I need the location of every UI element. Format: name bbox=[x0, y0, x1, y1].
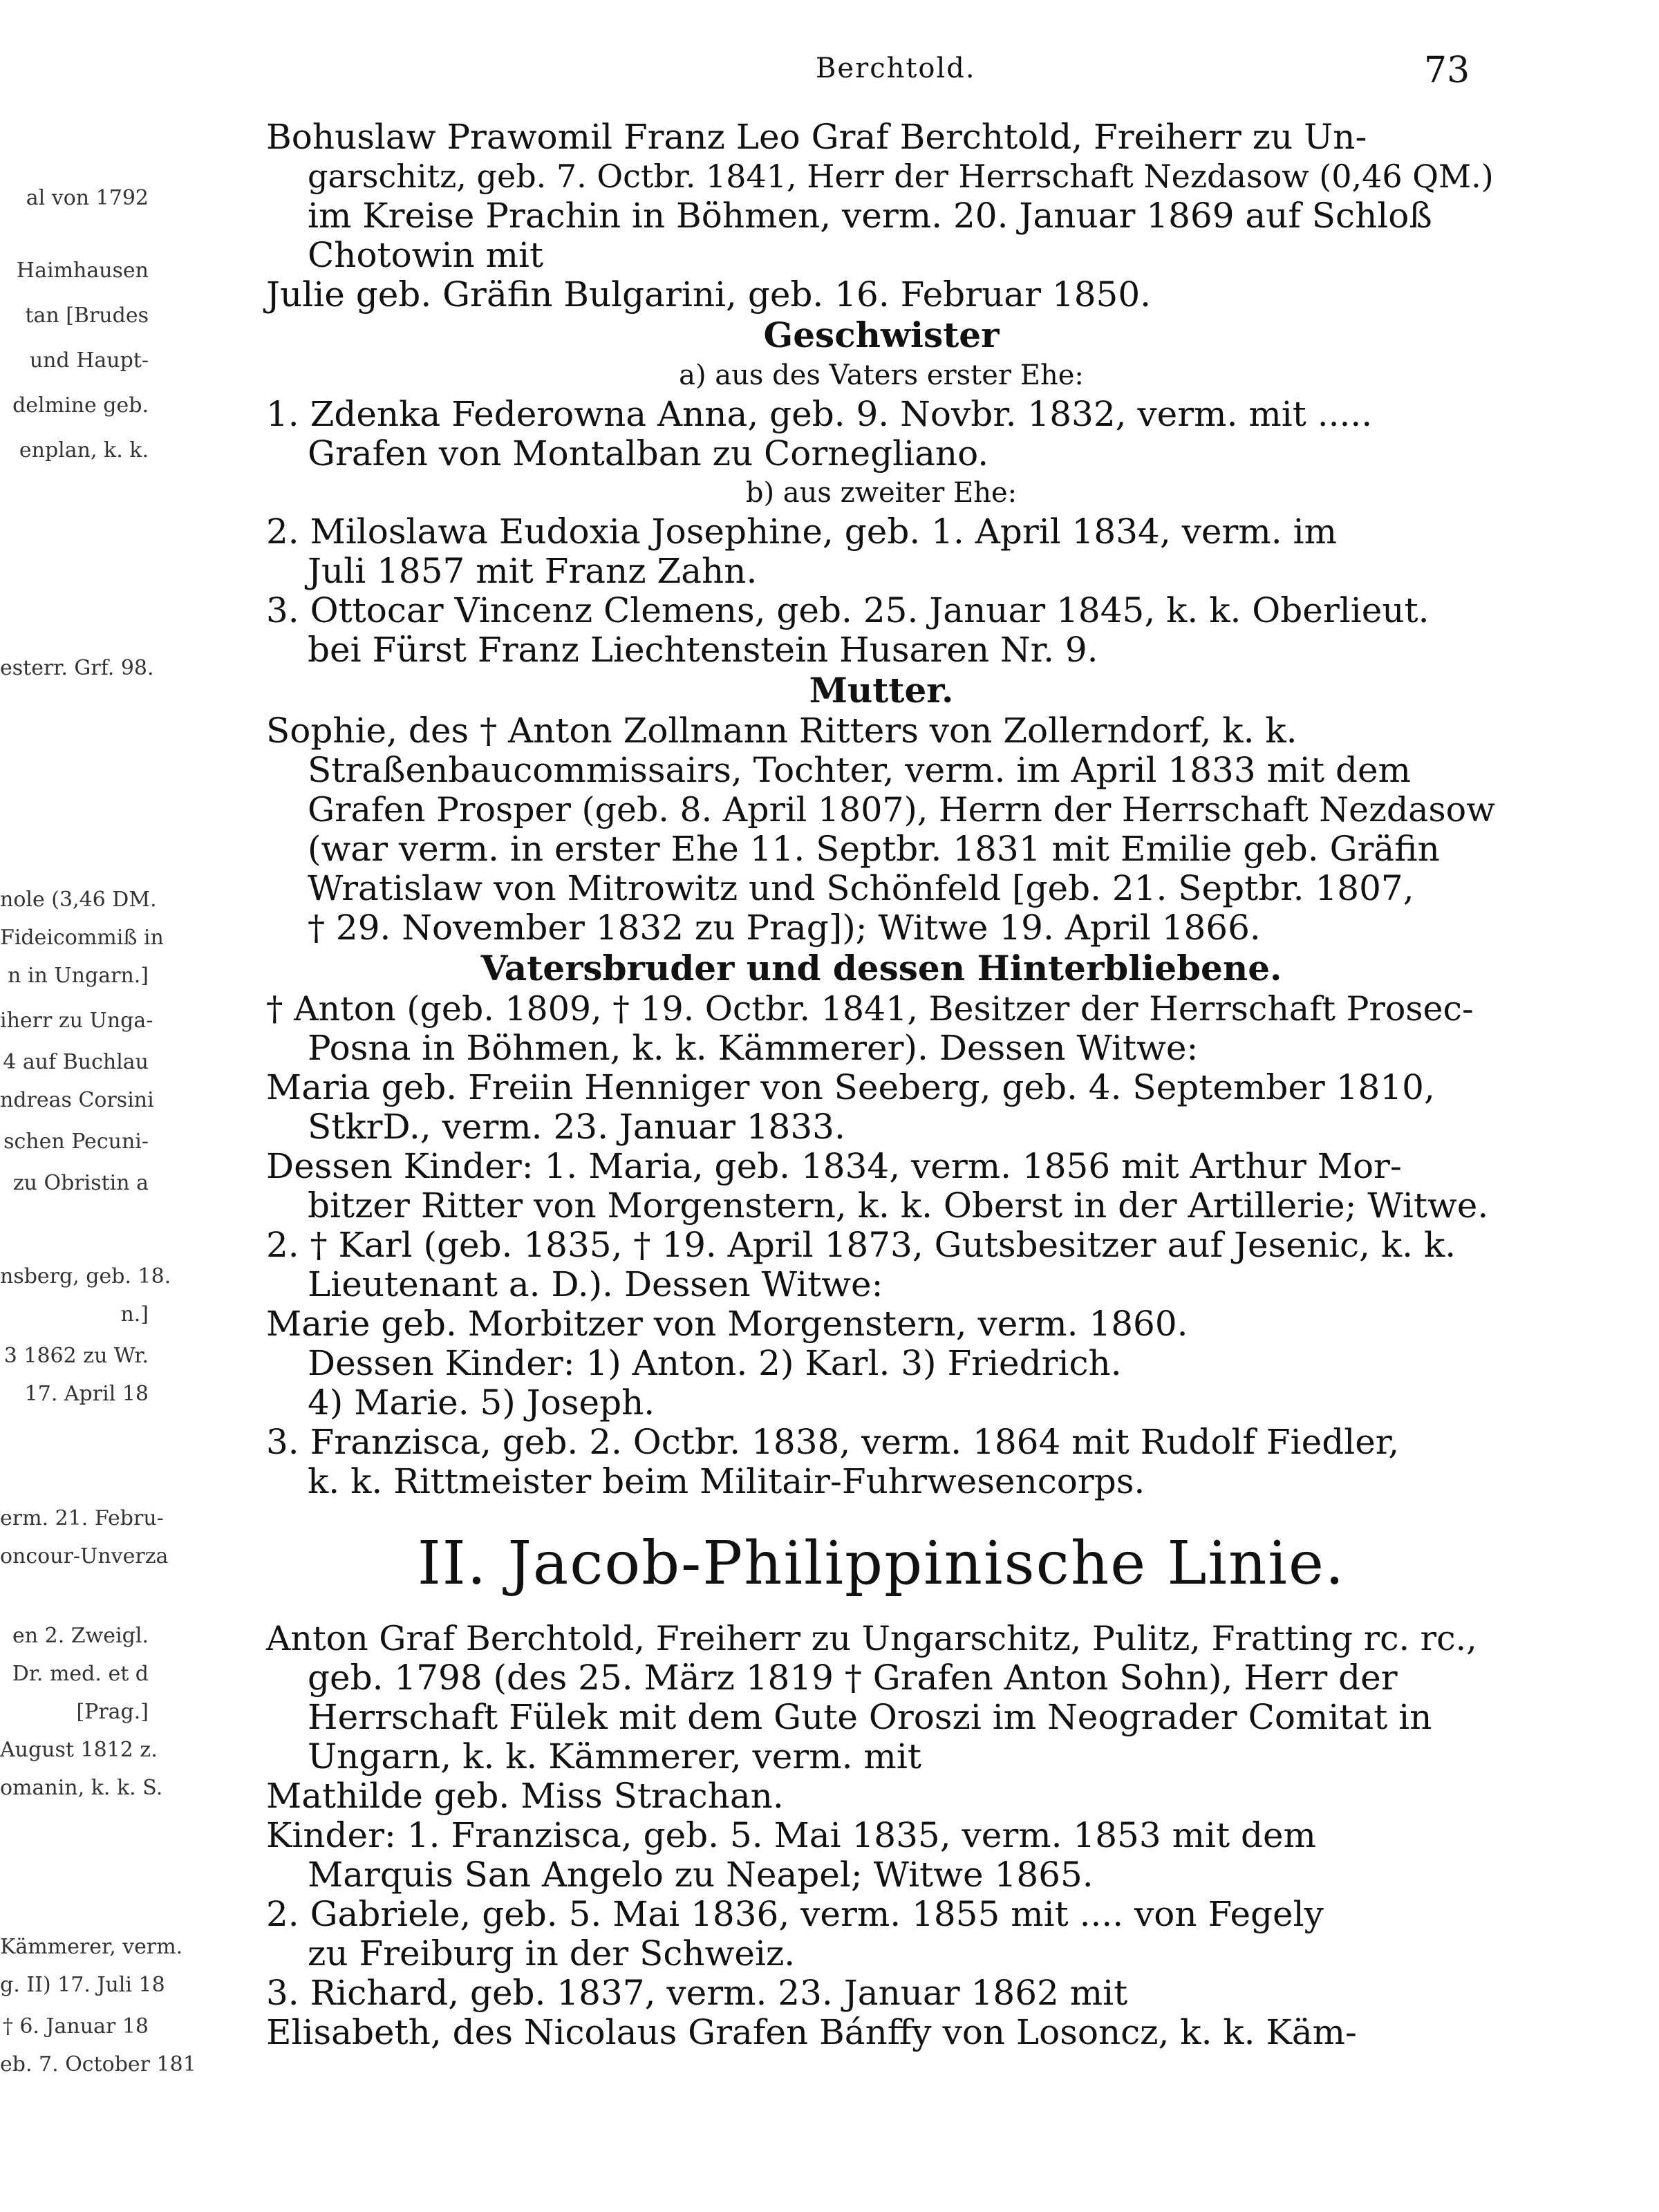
text-line: Kinder: 1. Franzisca, geb. 5. Mai 1835, verm. 1853 mit dem bbox=[266, 1815, 1316, 1855]
margin-fragment: zu Obristin a bbox=[12, 1171, 149, 1195]
text-line: (war verm. in erster Ehe 11. Septbr. 1831 mit Emilie geb. Gräfin bbox=[308, 829, 1440, 869]
text-line: 2. † Karl (geb. 1835, † 19. April 1873, Gutsbesitzer auf Jesenic, k. k. bbox=[266, 1225, 1456, 1265]
text-line: zu Freiburg in der Schweiz. bbox=[308, 1933, 796, 1974]
running-header: Berchtold. bbox=[816, 53, 976, 84]
text-line: 3. Richard, geb. 1837, verm. 23. Januar 1862 mit bbox=[266, 1973, 1128, 2013]
text-line: Marie geb. Morbitzer von Morgenstern, verm. 1860. bbox=[266, 1304, 1188, 1344]
section-heading: Geschwister bbox=[763, 315, 1000, 355]
text-line: Posna in Böhmen, k. k. Kämmerer). Dessen Witwe: bbox=[308, 1028, 1199, 1068]
margin-fragment: nole (3,46 DM. bbox=[0, 888, 157, 912]
margin-fragment: schen Pecuni- bbox=[3, 1130, 149, 1154]
text-line: bitzer Ritter von Morgenstern, k. k. Oberst in der Artillerie; Witwe. bbox=[308, 1185, 1489, 1226]
margin-fragment: 3 1862 zu Wr. bbox=[3, 1344, 149, 1368]
text-line: k. k. Rittmeister beim Militair-Fuhrwesencorps. bbox=[308, 1461, 1145, 1501]
text-line: 1. Zdenka Federowna Anna, geb. 9. Novbr. 1832, verm. mit ..... bbox=[266, 394, 1373, 434]
margin-fragment: [Prag.] bbox=[76, 1700, 149, 1724]
text-line: 2. Miloslawa Eudoxia Josephine, geb. 1. April 1834, verm. im bbox=[266, 512, 1337, 552]
section-heading: Vatersbruder und dessen Hinterbliebene. bbox=[480, 948, 1282, 988]
text-line: Lieutenant a. D.). Dessen Witwe: bbox=[308, 1264, 883, 1304]
text-line: 2. Gabriele, geb. 5. Mai 1836, verm. 1855 mit .... von Fegely bbox=[266, 1894, 1324, 1934]
margin-fragment: n in Ungarn.] bbox=[8, 964, 149, 988]
text-line: Herrschaft Fülek mit dem Gute Oroszi im Neograder Comitat in bbox=[308, 1697, 1432, 1737]
text-line: 4) Marie. 5) Joseph. bbox=[308, 1382, 655, 1423]
text-line: Mathilde geb. Miss Strachan. bbox=[266, 1776, 784, 1816]
margin-fragment: nsberg, geb. 18. bbox=[0, 1264, 171, 1288]
entry-block bbox=[266, 711, 1497, 948]
margin-fragment: en 2. Zweigl. bbox=[12, 1624, 149, 1648]
margin-fragment: und Haupt- bbox=[29, 348, 149, 373]
text-line: Elisabeth, des Nicolaus Grafen Bánffy von Losoncz, k. k. Käm- bbox=[266, 2012, 1357, 2052]
margin-fragment: al von 1792 bbox=[26, 186, 149, 210]
text-line: garschitz, geb. 7. Octbr. 1841, Herr der Herrschaft Nezdasow (0,46 QM.) bbox=[308, 158, 1494, 195]
margin-fragment: esterr. Grf. 98. bbox=[0, 656, 154, 680]
text-line: Marquis San Angelo zu Neapel; Witwe 1865. bbox=[308, 1855, 1094, 1895]
margin-fragment: tan [Brudes bbox=[25, 303, 149, 328]
margin-fragment: Dr. med. et d bbox=[12, 1662, 149, 1686]
text-line: Juli 1857 mit Franz Zahn. bbox=[308, 551, 758, 591]
text-line: bei Fürst Franz Liechtenstein Husaren Nr. 9. bbox=[308, 630, 1098, 670]
text-line: Straßenbaucommissairs, Tochter, verm. im April 1833 mit dem bbox=[308, 750, 1411, 790]
text-line: 3. Franzisca, geb. 2. Octbr. 1838, verm. 1864 mit Rudolf Fiedler, bbox=[266, 1422, 1400, 1462]
text-line: Grafen Prosper (geb. 8. April 1807), Herrn der Herrschaft Nezdasow bbox=[308, 790, 1496, 830]
margin-fragment: g. II) 17. Juli 18 bbox=[0, 1973, 165, 1997]
margin-fragment: eb. 7. October 181 bbox=[0, 2052, 196, 2077]
text-line: geb. 1798 (des 25. März 1819 † Grafen Anton Sohn), Herr der bbox=[308, 1658, 1398, 1698]
entry-block bbox=[266, 512, 1497, 670]
margin-fragment: † 6. Januar 18 bbox=[2, 2014, 149, 2038]
text-line: Dessen Kinder: 1. Maria, geb. 1834, verm. 1856 mit Arthur Mor- bbox=[266, 1146, 1402, 1186]
text-line: Dessen Kinder: 1) Anton. 2) Karl. 3) Friedrich. bbox=[308, 1343, 1122, 1383]
margin-fragment: ndreas Corsini bbox=[0, 1088, 154, 1112]
text-line: Ungarn, k. k. Kämmerer, verm. mit bbox=[308, 1736, 921, 1777]
section-heading: Mutter. bbox=[809, 670, 954, 711]
entry-block bbox=[266, 989, 1497, 1501]
text-line: Chotowin mit bbox=[308, 235, 544, 275]
text-line: Julie geb. Gräfin Bulgarini, geb. 16. Februar 1850. bbox=[266, 274, 1152, 315]
margin-fragment: Fideicommiß in bbox=[0, 926, 164, 950]
sub-heading: a) aus des Vaters erster Ehe: bbox=[679, 359, 1084, 391]
main-text bbox=[266, 118, 1497, 2052]
margin-fragment: Haimhausen bbox=[16, 259, 149, 283]
text-line: † 29. November 1832 zu Prag]); Witwe 19. April 1866. bbox=[308, 908, 1261, 948]
text-line: Grafen von Montalban zu Cornegliano. bbox=[308, 433, 989, 474]
text-line: 3. Ottocar Vincenz Clemens, geb. 25. Januar 1845, k. k. Oberlieut. bbox=[266, 590, 1430, 630]
text-line: im Kreise Prachin in Böhmen, verm. 20. Januar 1869 auf Schloß bbox=[308, 196, 1432, 236]
text-line: StkrD., verm. 23. Januar 1833. bbox=[308, 1107, 845, 1147]
text-line: Bohuslaw Prawomil Franz Leo Graf Berchtold, Freiherr zu Un- bbox=[266, 117, 1367, 157]
text-line: Sophie, des † Anton Zollmann Ritters von Zollerndorf, k. k. bbox=[266, 711, 1297, 751]
margin-fragment: oncour-Unverza bbox=[0, 1544, 169, 1568]
margin-fragment: 4 auf Buchlau bbox=[3, 1050, 149, 1074]
text-line: † Anton (geb. 1809, † 19. Octbr. 1841, Besitzer der Herrschaft Prosec- bbox=[266, 989, 1474, 1029]
sub-heading: b) aus zweiter Ehe: bbox=[745, 477, 1018, 509]
entry-block bbox=[266, 1619, 1497, 2052]
entry-block bbox=[266, 118, 1497, 315]
facing-page-margin bbox=[0, 0, 196, 2212]
margin-fragment: 17. April 18 bbox=[24, 1382, 149, 1406]
text-line: Anton Graf Berchtold, Freiherr zu Ungarschitz, Pulitz, Fratting rc. rc., bbox=[266, 1619, 1477, 1658]
text-line: Wratislaw von Mitrowitz und Schönfeld [geb. 21. Septbr. 1807, bbox=[308, 868, 1414, 908]
text-line: Maria geb. Freiin Henniger von Seeberg, geb. 4. September 1810, bbox=[266, 1067, 1435, 1107]
margin-fragment: n.] bbox=[120, 1302, 149, 1327]
margin-fragment: delmine geb. bbox=[12, 393, 149, 418]
page-number: 73 bbox=[1424, 50, 1470, 91]
margin-fragment: Kämmerer, verm. bbox=[0, 1935, 183, 1959]
margin-fragment: enplan, k. k. bbox=[19, 438, 149, 462]
margin-fragment: omanin, k. k. S. bbox=[0, 1776, 163, 1800]
margin-fragment: iherr zu Unga- bbox=[0, 1009, 153, 1033]
margin-fragment: August 1812 z. bbox=[0, 1738, 158, 1762]
margin-fragment: erm. 21. Febru- bbox=[0, 1506, 164, 1530]
entry-block bbox=[266, 395, 1497, 474]
line-title: II. Jacob-Philippinische Linie. bbox=[417, 1529, 1346, 1598]
